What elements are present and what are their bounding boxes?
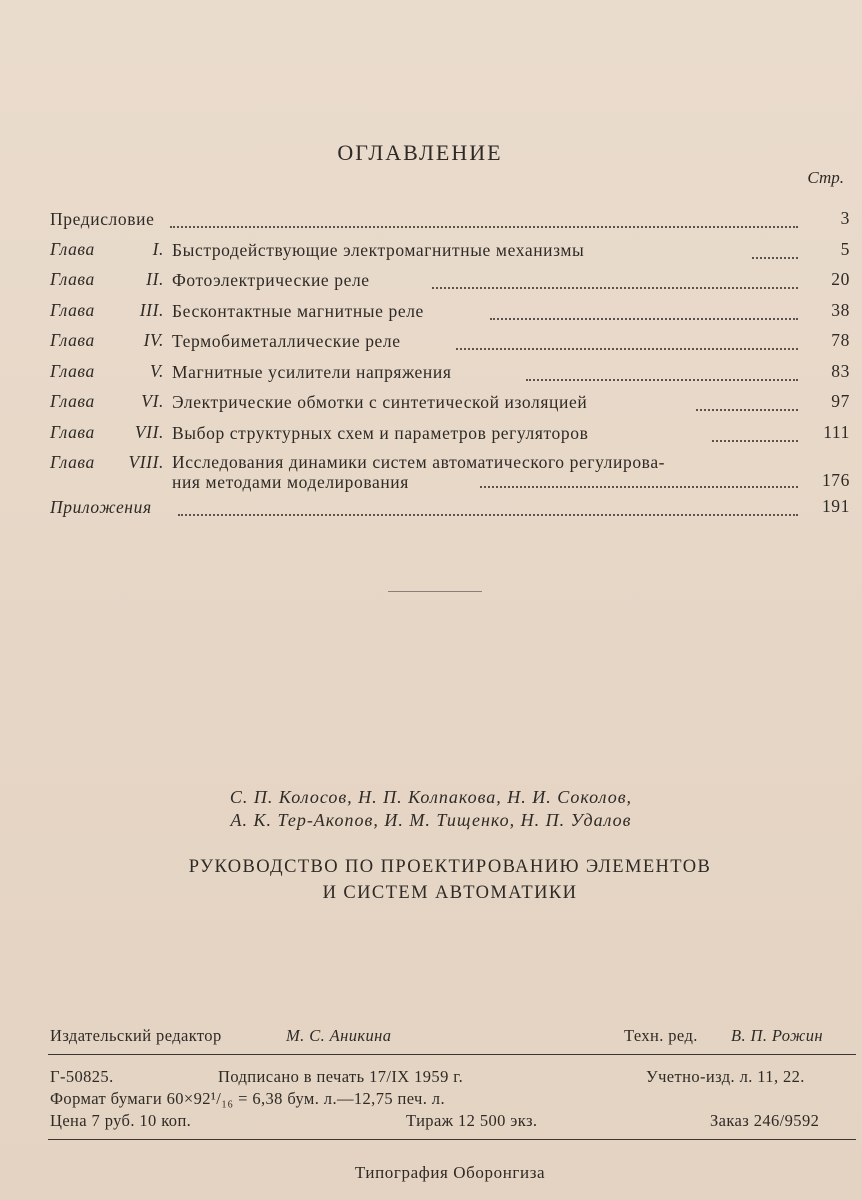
toc-entry-title: Быстродействующие электромагнитные механизмы	[172, 239, 585, 260]
signed-date: Подписано в печать 17/IX 1959 г.	[218, 1067, 464, 1086]
toc-chapter-label: Глава III.	[50, 299, 164, 320]
toc-page-number: 38	[831, 299, 850, 320]
leader-dots	[480, 486, 798, 488]
imprint	[48, 1026, 856, 1140]
toc-entry-title: Магнитные усилители напряжения	[172, 361, 452, 382]
page-column-label: Стр.	[807, 168, 844, 187]
toc-entry	[50, 296, 850, 327]
paper-format: Формат бумаги 60×92¹/₁₆ = 6,38 бум. л.—12,75 печ. л.	[50, 1089, 445, 1108]
toc-chapter-label: Глава VII.	[50, 421, 164, 442]
price: Цена 7 руб. 10 коп.	[50, 1111, 192, 1130]
toc-page-number: 191	[821, 496, 850, 516]
toc-entry	[50, 235, 850, 266]
leader-dots	[696, 409, 798, 411]
authors	[0, 786, 862, 832]
leader-dots	[752, 257, 798, 259]
toc-entry	[50, 418, 850, 449]
book-title	[0, 854, 862, 906]
toc-entry-title: Исследования динамики систем автоматического регулирова- ния методами моделирования	[172, 452, 666, 492]
toc-entry	[50, 448, 850, 492]
imprint-rule	[48, 1054, 856, 1055]
toc-entry-title: Электрические обмотки с синтетической изоляцией	[172, 392, 588, 412]
leader-dots	[712, 440, 798, 442]
account-sheets: Учетно-изд. л. 11, 22.	[646, 1067, 805, 1086]
toc-entry-title: Выбор структурных схем и параметров регуляторов	[172, 422, 589, 443]
leader-dots	[490, 318, 798, 320]
toc-page-number: 78	[831, 330, 850, 350]
toc-page-number: 176	[821, 470, 850, 490]
toc-entry-title: Фотоэлектрические реле	[172, 270, 370, 290]
toc-entry-title: Бесконтактные магнитные реле	[172, 300, 424, 321]
toc-entry	[50, 204, 850, 235]
imprint-row	[48, 1067, 856, 1089]
toc-page-number: 3	[840, 208, 850, 228]
leader-dots	[178, 514, 798, 516]
editors-row	[48, 1026, 856, 1048]
authors-line: С. П. Колосов, Н. П. Колпакова, Н. И. Соколов,	[229, 787, 633, 807]
toc-entry-title: Предисловие	[50, 209, 155, 229]
toc-entry	[50, 357, 850, 388]
imprint-row	[48, 1089, 856, 1111]
toc-chapter-label: Глава I.	[50, 238, 164, 259]
table-of-contents	[50, 204, 850, 523]
leader-dots	[526, 379, 798, 381]
leader-dots	[456, 348, 798, 350]
book-title-line: И СИСТЕМ АВТОМАТИКИ	[322, 883, 578, 903]
toc-chapter-label: Глава V.	[50, 360, 164, 381]
toc-page-number: 111	[823, 421, 850, 442]
toc-chapter-label: Глава VIII.	[50, 452, 164, 472]
leader-dots	[432, 287, 798, 289]
tech-editor-name: В. П. Рожин	[731, 1026, 823, 1045]
leader-dots	[170, 226, 798, 228]
imprint-row	[48, 1111, 856, 1133]
section-divider	[388, 591, 482, 592]
circulation: Тираж 12 500 экз.	[406, 1111, 538, 1130]
toc-entry	[50, 326, 850, 357]
toc-page-number: 83	[831, 360, 850, 381]
tech-editor-label: Техн. ред.	[624, 1026, 698, 1045]
printer-name: Типография Оборонгиза	[354, 1163, 546, 1182]
toc-chapter-label: Глава II.	[50, 269, 164, 289]
toc-entry	[50, 492, 850, 523]
book-title-line: РУКОВОДСТВО ПО ПРОЕКТИРОВАНИЮ ЭЛЕМЕНТОВ	[188, 857, 712, 877]
toc-entry	[50, 265, 850, 296]
toc-entry-title: Термобиметаллические реле	[172, 331, 401, 351]
toc-page-number: 20	[831, 269, 850, 289]
toc-page-number: 5	[840, 238, 850, 259]
editor-name: М. С. Аникина	[286, 1026, 392, 1045]
toc-entry-title: Приложения	[50, 497, 152, 517]
order-number: Заказ 246/9592	[710, 1111, 820, 1130]
authors-line: А. К. Тер-Акопов, И. М. Тищенко, Н. П. Удалов	[230, 810, 632, 830]
publication-code: Г-50825.	[50, 1067, 114, 1086]
toc-entry	[50, 387, 850, 418]
toc-title: ОГЛАВЛЕНИЕ	[337, 140, 503, 165]
toc-chapter-label: Глава VI.	[50, 391, 164, 411]
imprint-rule	[48, 1139, 856, 1140]
toc-page-number: 97	[831, 391, 850, 411]
toc-chapter-label: Глава IV.	[50, 330, 164, 350]
editor-label: Издательский редактор	[50, 1026, 222, 1045]
